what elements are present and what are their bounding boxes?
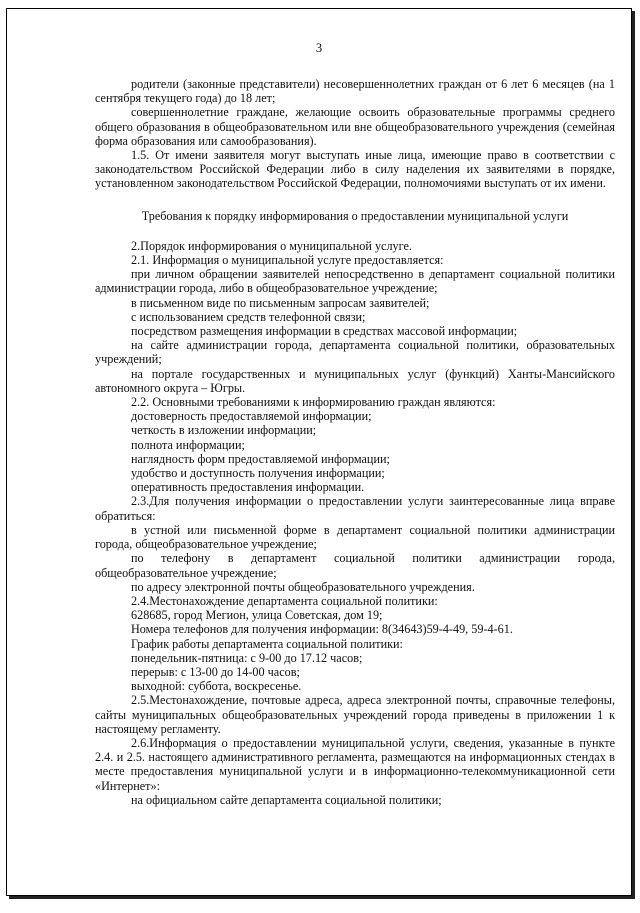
- paragraph: 2.3.Для получения информации о предоставлении услуги заинтересованные лица вправе обратиться:: [95, 494, 615, 523]
- paragraph: в устной или письменной форме в департамент социальной политики администрации города, общеобразовательное учреждение;: [95, 522, 615, 552]
- paragraph: по телефону в департамент социальной политики администрации города, общеобразовательное учреждение;: [95, 551, 615, 580]
- paragraph: перерыв: с 13-00 до 14-00 часов;: [131, 664, 300, 679]
- section-heading: Требования к порядку информирования о предоставлении муниципальной услуги: [141, 208, 569, 223]
- paragraph: достоверность предоставляемой информации;: [131, 409, 372, 424]
- paragraph: родители (законные представители) несовершеннолетних граждан от 6 лет 6 месяцев (на 1 сентября текущего года) до 18 лет;: [95, 77, 615, 106]
- paragraph: 2.2. Основными требованиями к информированию граждан являются:: [131, 395, 496, 410]
- paragraph: График работы департамента социальной политики:: [131, 636, 403, 651]
- paragraph: при личном обращении заявителей непосредственно в департамент социальной политики администрации города, либо в общеобразовательное учреждение;: [95, 267, 615, 296]
- paragraph: с использованием средств телефонной связи;: [131, 309, 366, 324]
- paragraph: в письменном виде по письменным запросам заявителей;: [131, 295, 430, 310]
- paragraph: Номера телефонов для получения информации: 8(34643)59-4-49, 59-4-61.: [131, 622, 513, 637]
- paragraph: на сайте администрации города, департамента социальной политики, образовательных учреждений;: [95, 338, 615, 367]
- paragraph: выходной: суббота, воскресенье.: [131, 679, 302, 694]
- document-page: [6, 8, 632, 896]
- paragraph: 628685, город Мегион, улица Советская, дом 19;: [131, 608, 383, 623]
- paragraph: четкость в изложении информации;: [131, 423, 317, 438]
- paragraph: посредством размещения информации в средствах массовой информации;: [131, 324, 518, 339]
- paragraph: понедельник-пятница: с 9-00 до 17.12 часов;: [131, 650, 363, 665]
- paragraph: 2.6.Информация о предоставлении муниципальной услуги, сведения, указанные в пункте 2.4. и 2.5. настоящего административного регламента, размещаются на информационных стендах в месте предоставления муниципальной услуги и в информационно-телекоммуникационной сети «Интернет»:: [95, 735, 615, 793]
- paragraph: 2.Порядок информирования о муниципальной услуге.: [131, 238, 412, 253]
- paragraph: по адресу электронной почты общеобразовательного учреждения.: [131, 579, 475, 594]
- paragraph: на портале государственных и муниципальных услуг (функций) Ханты-Мансийского автономного округа – Югры.: [95, 366, 615, 395]
- paragraph: на официальном сайте департамента социальной политики;: [131, 792, 442, 807]
- paragraph: оперативность предоставления информации.: [131, 480, 365, 495]
- paragraph: 2.1. Информация о муниципальной услуге предоставляется:: [131, 253, 444, 268]
- paragraph: наглядность форм предоставляемой информации;: [131, 451, 390, 466]
- paragraph: 1.5. От имени заявителя могут выступать иные лица, имеющие право в соответствии с законодательством Российской Федерации либо в силу наделения их заявителями в порядке, установленном законодательством Российской Федерации, полномочиями выступать от их имени.: [95, 148, 615, 191]
- document-body: [95, 77, 615, 807]
- paragraph: совершеннолетние граждане, желающие освоить образовательные программы среднего общего образования в общеобразовательном или вне общеобразовательного учреждения (семейная форма образования или самообразования).: [95, 105, 615, 148]
- paragraph: удобство и доступность получения информации;: [131, 466, 385, 481]
- paragraph: полнота информации;: [131, 437, 245, 452]
- page-number: 3: [315, 41, 323, 55]
- paragraph: 2.4.Местонахождение департамента социальной политики:: [131, 593, 438, 608]
- paragraph: 2.5.Местонахождение, почтовые адреса, адреса электронной почты, справочные телефоны, сайты муниципальных общеобразовательных учреждений города приведены в приложении 1 к настоящему регламенту.: [95, 693, 615, 736]
